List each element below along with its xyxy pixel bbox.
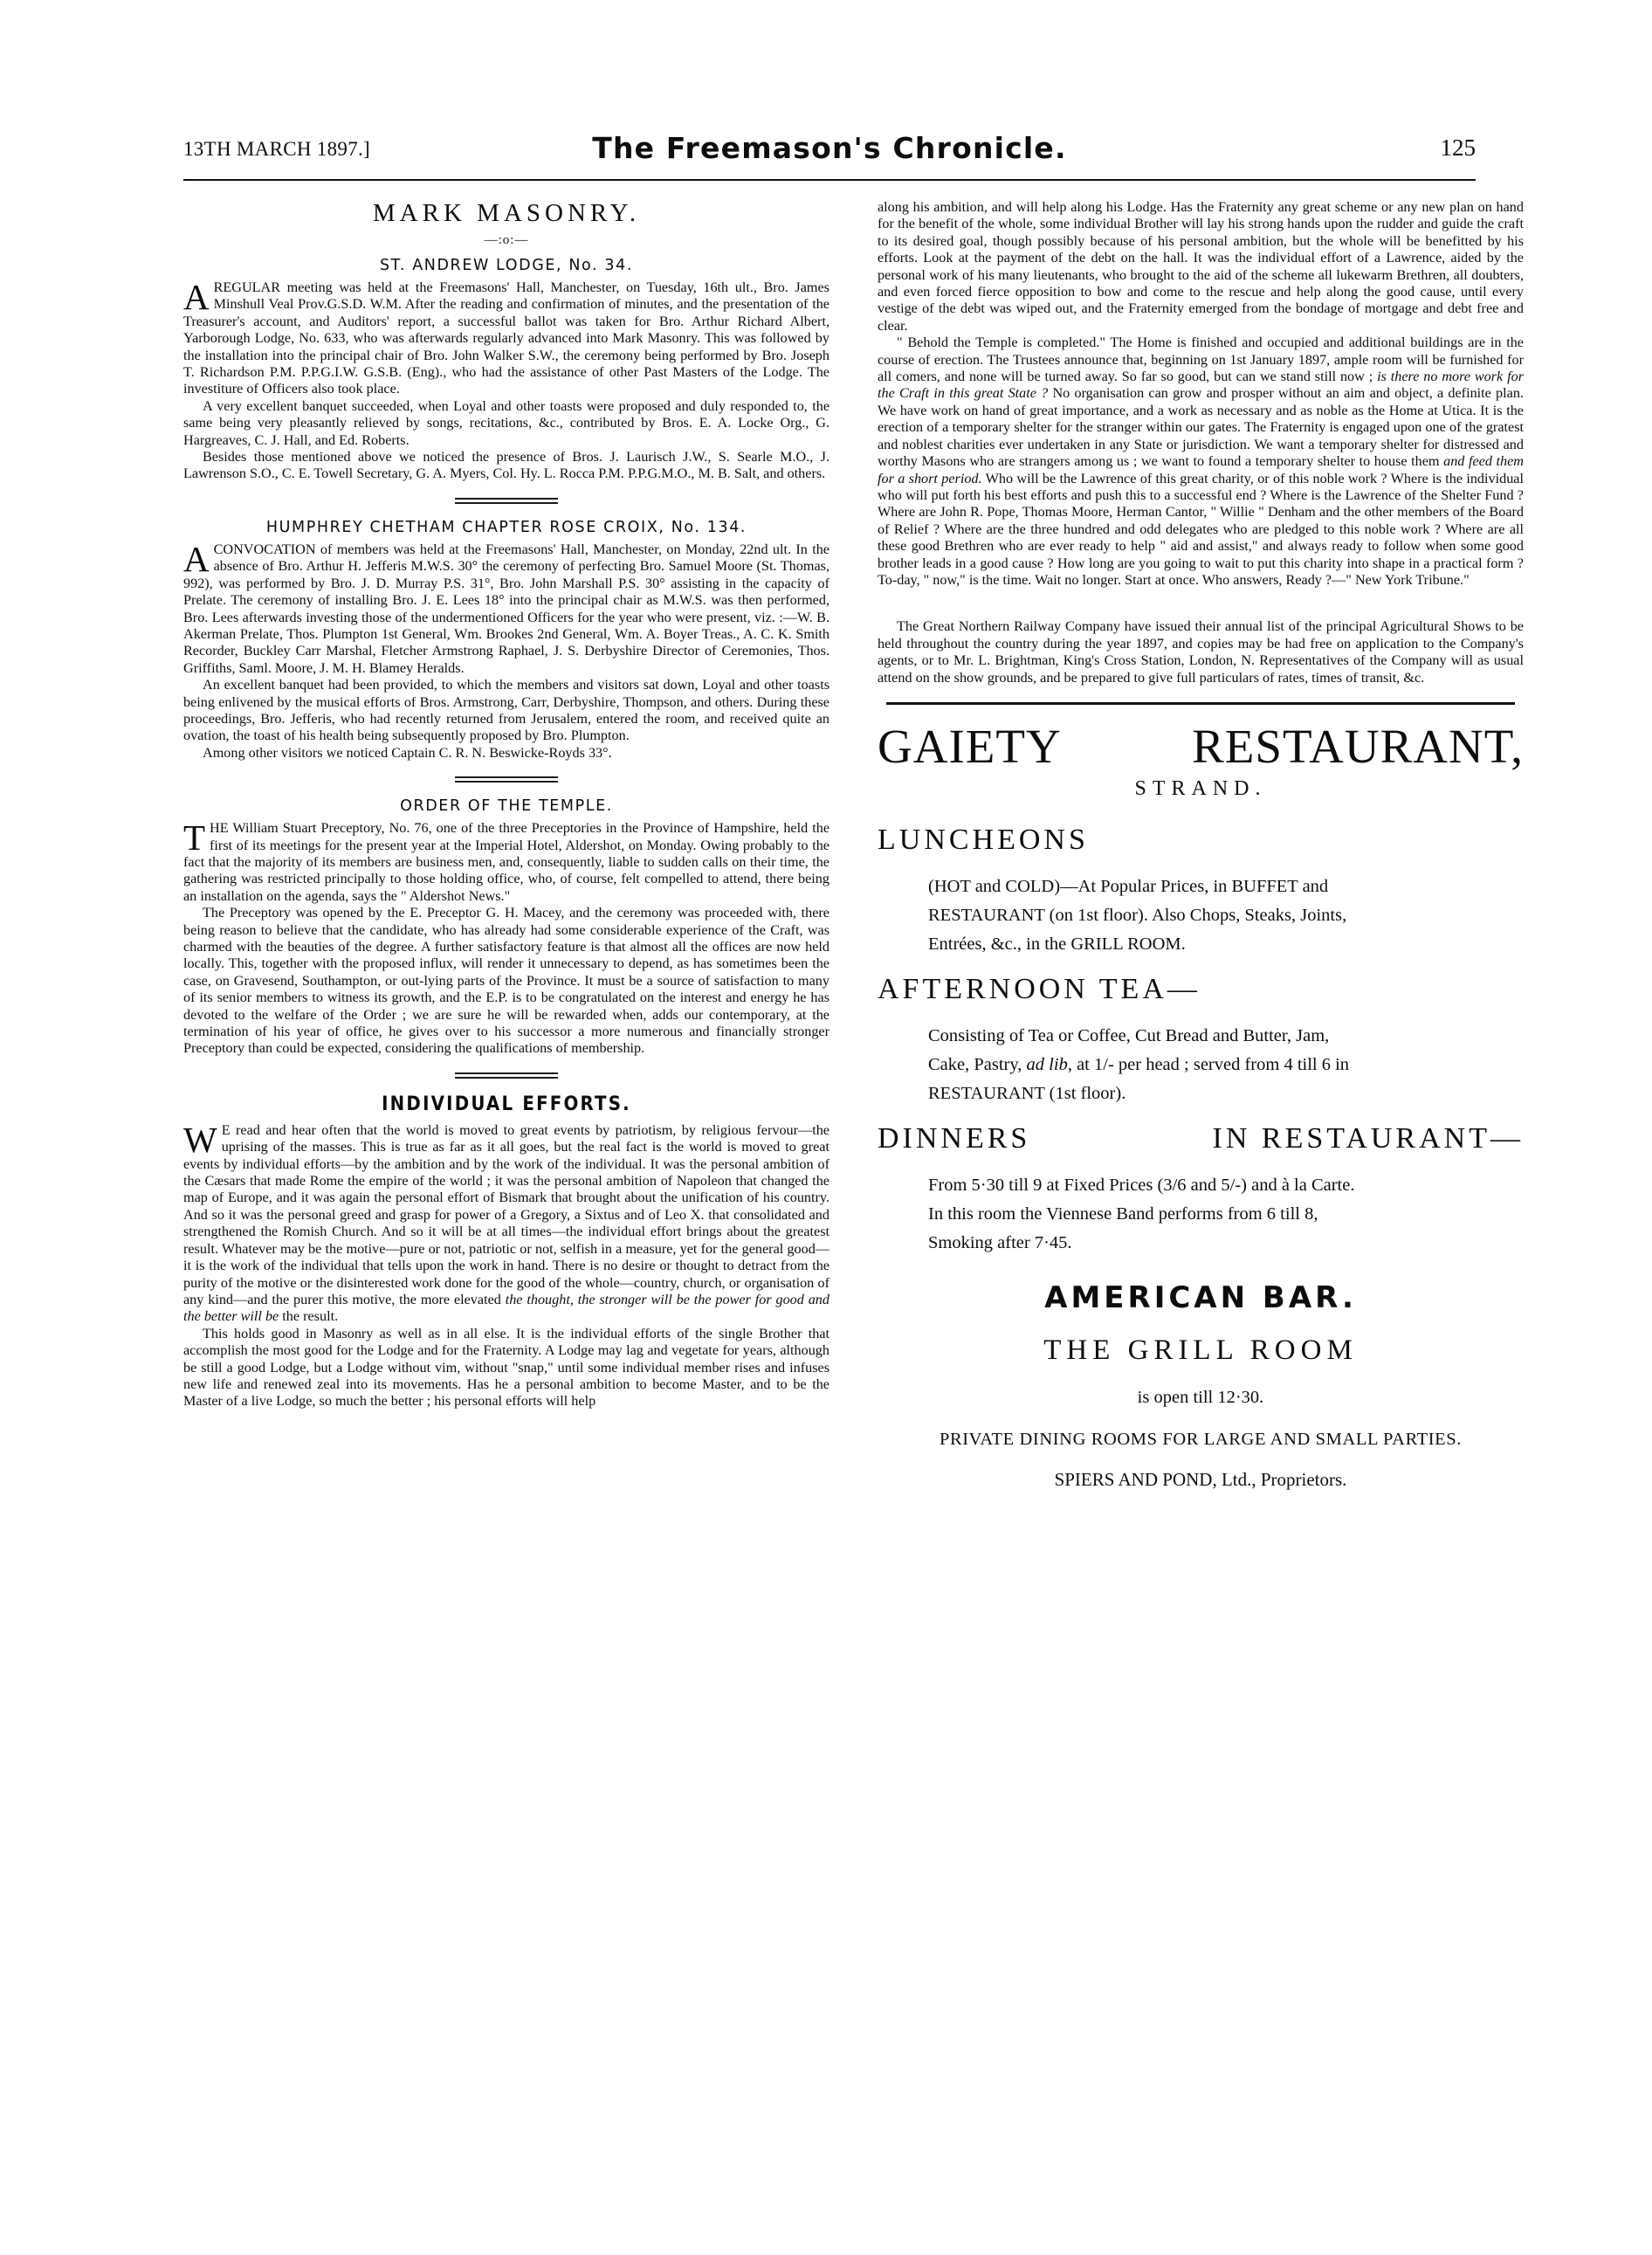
paragraph-with-dropcap [183,817,829,905]
advert-section-luncheons: LUNCHEONS [878,823,1089,856]
paragraph: CONVOCATION of members was held at the Freemasons' Hall, Manchester, on Monday, 22nd ult. In the absence of Bro. Arthur H. Jefferis M.W.S. 30° the ceremony of perfecting Bro. Samuel Moore (St. Thomas, 992), was performed by Bro. J. D. Murray P.S. 31°, Bro. John Marshall P.S. 30° assisting in the capacity of Prelate. The ceremony of installing Bro. J. E. Lees 18° into the principal chair as M.W.S. was then performed, Bro. Lees afterwards investing those of the undermentioned Officers for the year who were present, viz. :—W. B. Akerman Prelate, Thos. Plumpton 1st General, Wm. Brookes 2nd General, Wm. A. Boyer Treas., A. C. K. Smith Recorder, Buckley Carr Marshal, Fletcher Armstrong Raphael, J. S. Derbyshire Director of Ceremonies, Thos. Griffiths, Saml. Moore, J. M. H. Blamey Heralds. [183,541,829,676]
advert-line: In this room the Viennese Band performs from 6 till 8, [928,1203,1318,1224]
article-humphrey-chetham [183,519,829,762]
paragraph: This holds good in Masonry as well as in all else. It is the individual efforts of the single Brother that accomplish the most good for the Lodge and for the Fraternity. A Lodge may lag and vegetate for years, although be still a good Lodge, but a Lodge without vim, without "snap," until some individual member rises and infuses new life and renewed zeal into its movements. Has he a personal ambition to become Master, and to be the Master of a live Lodge, so much the better ; his personal efforts will help [183,1325,829,1410]
paragraph: An excellent banquet had been provided, to which the members and visitors sat down, Loyal and other toasts being enlivened by the musical efforts of Bros. Armstrong, Carr, Derbyshire, Thompson, and others. During these proceedings, Bro. Jefferis, who had recently returned from Jerusalem, entered the room, and received quite an ovation, the toast of his health being subsequently proposed by Bro. Plumpton. [183,677,829,744]
paragraph: Among other visitors we noticed Captain C. R. N. Beswicke-Royds 33°. [203,744,612,761]
page-number: 125 [1440,134,1476,161]
advert-brand-name: GAIETY [878,719,1062,773]
paragraph: HE William Stuart Preceptory, No. 76, one of the three Preceptories in the Province of Hampshire, held the first of its meetings for the present year at the Imperial Hotel, Aldershot, on Monday. Owing probably to the fact that the majority of its members are business men, and, consequently, liable to sudden calls on their time, the gathering was restricted principally to those holding office, who, of course, felt compelled to attend, there being an installation on the agenda, says the " Aldershot News." [183,820,829,904]
advert-section-afternoon-tea: AFTERNOON TEA— [878,972,1201,1005]
drop-cap: A [183,277,210,317]
section-divider [455,776,558,783]
advert-location: STRAND. [1134,776,1267,800]
drop-cap: W [183,1119,217,1160]
advert-line-italic: ad lib [1026,1054,1068,1074]
advert-line-text: , at 1/- per head ; served from 4 till 6 in [1067,1054,1350,1074]
section-divider [455,1072,558,1079]
advertisement-gaiety-restaurant[interactable] [878,719,1524,1491]
paragraph-with-dropcap [183,279,829,398]
advert-section-grill-room: THE GRILL ROOM [1043,1334,1358,1366]
advert-luncheons-body [878,872,1524,959]
paragraph-text: E read and hear often that the world is moved to great events by patriotism, by religious fervour—the uprising of the masses. This is true as far as it all goes, but the real fact is the world is moved to great events by individual efforts—by the ambition and by the work of the individual. It was the personal ambition of the Cæsars that made Rome the empire of the world ; it was the personal ambition of Napoleon that changed the map of Europe, and it was again the personal effort of Bismark that brought about the unification of his country. And so it was the personal greed and grasp for power of a Gregory, a Sixtus and of Leo X. that consolidated and strengthened the Romish Church. And so it will be at all times—the individual effort brings about the greatest result. Whatever may be the motive—pure or not, patriotic or not, selfish in a measure, yet for the general good—it is the work of the individual that tells upon the work in hand. There is no desire or thought to detract from the purity of the motive or the disinterested work done for the good of the whole—country, church, or organisation of any kind—and the purer this motive, the more elevated [183,1121,829,1307]
article-order-of-the-temple [183,797,829,1058]
paragraph-italic-text: and feed them for a short period. [878,453,1524,486]
advert-line: From 5·30 till 9 at Fixed Prices (3/6 and 5/-) and à la Carte. [928,1175,1355,1195]
masthead [183,131,1476,178]
paragraph-text: " Behold the Temple is completed." The Home is finished and occupied and additional buildings are in the course of erection. The Trustees announce that, beginning on 1st January 1897, ample room will be furnished for all comers, and none will be turned away. So far so good, but can we stand still now ; [878,334,1524,385]
paragraph-text: Who will be the Lawrence of this great charity, or of this noble work ? Where is the individual who will put forth his best efforts and push this to a successful end ? Where is the Lawrence of the Shelter Fund ? Where are John R. Pope, Thomas Moore, Herman Cantor, " Willie " Denham and the other members of the Board of Relief ? Where are the three hundred and odd delegates who are pledged to this noble work ? Where are all these good Brethren who are ever ready to help " aid and assist," and always ready to follow when some good brother leads in a good cause ? How long are you going to wait to put this charity into shape in a practical form ? To-day, " now," is the time. Wait no longer. Start at once. Who answers, Ready ?—" New York Tribune." [878,470,1524,588]
advert-private-rooms: PRIVATE DINING ROOMS FOR LARGE AND SMALL PARTIES. [939,1429,1463,1449]
paragraph-tail-text: the result. [279,1308,339,1325]
advert-line: RESTAURANT (1st floor). [928,1083,1126,1103]
advert-dinners-body [878,1171,1524,1258]
chapter-subheading: HUMPHREY CHETHAM CHAPTER ROSE CROIX, No. 134. [265,518,747,536]
left-column [183,199,829,1410]
advert-divider [886,702,1515,705]
paragraph-italic-text: is there no more work for the Craft in this great State ? [878,369,1524,402]
article-heading: MARK MASONRY. [372,199,641,227]
masthead-rule [183,179,1476,181]
paragraph: The Preceptory was opened by the E. Preceptor G. H. Macey, and the ceremony was proceeded with, there being reason to believe that the candidate, who has already had some considerable experience of the Craft, was charmed with the beauties of the degree. A further satisfactory feature is that almost all the offices are now held locally. This, together with the proposed influx, will render it unnecessary to depend, as has sometimes been the case, on Gravesend, Southampton, or out-lying parts of the Province. It must be a source of satisfaction to many of its senior members to witness its growth, and the E.P. is to be congratulated on the interest and energy he has devoted to the welfare of the Order ; we are sure he will be rewarded when, adds our contemporary, at the termination of his year of office, he gives over to his successor a more numerous and financially stronger Preceptory than could be expected, considering the qualifications of membership. [183,905,829,1057]
article-mark-masonry [183,199,829,483]
advert-line: (HOT and COLD)—At Popular Prices, in BUFFET and [928,876,1329,896]
advert-proprietors: SPIERS AND POND, Ltd., Proprietors. [1054,1468,1347,1490]
section-divider [455,498,558,504]
article-heading: ORDER OF THE TEMPLE. [400,797,613,816]
paragraph: along his ambition, and will help along his Lodge. Has the Fraternity any great scheme or any new plan on hand for the benefit of the whole, some individual Brother will lay his strong hands upon the rudder and guide the craft to its desired goal, though possibly because of his personal ambition, but the whole will be benefitted by his efforts. Look at the payment of the debt on the hall. It was the individual effort of a Lawrence, aided by the personal work of his many lieutenants, who brought to the aid of the scheme all lukewarm Brethren, all doubters, and even forced fierce opposition to bow and come to the rescue and help along the good cause, until every vestige of the debt was wiped out, and the Fraternity emerged from the bondage of mortgage and debt free and clear. [878,199,1524,334]
right-column [878,199,1524,1491]
paragraph [878,334,1524,589]
advert-title [878,719,1524,774]
advert-line: Entrées, &c., in the GRILL ROOM. [928,934,1186,954]
paragraph-italic-text: the thought, the stronger will be the power for good and the better will be [183,1291,829,1325]
notice-great-northern-railway [878,618,1524,686]
issue-date: 13TH MARCH 1897.] [183,138,371,160]
advert-line: RESTAURANT (on 1st floor). Also Chops, Steaks, Joints, [928,905,1347,925]
lodge-subheading: ST. ANDREW LODGE, No. 34. [379,257,634,274]
drop-cap: T [183,817,206,859]
paragraph-text: No organisation can grow and prosper without an aim and object, a definite plan. We have work on hand of great importance, and a work as necessary and as noble as the Home at Utica. It is the erection of a temporary shelter for the stranger within our gates. The Fraternity is engaged upon one of the gratest and noblest charities ever undertaken in any State or jurisdiction. We want a temporary shelter for distressed and worthy Masons who are strangers among us ; we want to found a temporary shelter to house them [878,385,1524,470]
heading-ornament: —:o:— [484,233,529,247]
advert-brand-type: RESTAURANT, [1192,719,1524,773]
advert-dinners-label: DINNERS [878,1121,1031,1155]
paragraph: Besides those mentioned above we noticed the presence of Bros. J. Laurisch J.W., S. Searle M.O., J. Lawrenson S.O., C. E. Towell Secretary, G. A. Myers, Col. Hy. L. Rocca P.M. P.P.G.M.O., M. B. Salt, and others. [183,449,829,482]
advert-line [928,1051,1524,1079]
spacer [878,589,1524,618]
advert-line: Smoking after 7·45. [928,1232,1072,1252]
publication-title: The Freemason's Chronicle. [592,131,1067,165]
advert-line: Consisting of Tea or Coffee, Cut Bread and Butter, Jam, [928,1025,1330,1045]
advert-dinners-location: IN RESTAURANT— [1212,1121,1524,1155]
article-individual-efforts [183,1093,829,1410]
article-individual-efforts-continued [878,199,1524,589]
advert-grill-hours: is open till 12·30. [1137,1387,1264,1407]
drop-cap: A [183,538,210,579]
paragraph: The Great Northern Railway Company have issued their annual list of the principal Agricultural Shows to be held throughout the country during the year 1897, and copies may be had free on application to the Company's agents, or to Mr. L. Brightman, King's Cross Station, London, N. Representatives of the Company will as usual attend on the show grounds, and be prepared to give full particulars of rates, times of transit, &c. [878,618,1524,686]
advert-tea-body [878,1022,1524,1108]
advert-section-american-bar: AMERICAN BAR. [1044,1279,1357,1315]
paragraph-with-dropcap [183,538,829,677]
paragraph [183,1119,829,1326]
paragraph: A very excellent banquet succeeded, when Loyal and other toasts were proposed and duly responded to, the same being very pleasantly relieved by songs, recitations, &c., contributed by Bros. E. A. Locke Org., G. Hargreaves, C. J. Hall, and Ed. Roberts. [183,397,829,448]
paragraph: REGULAR meeting was held at the Freemasons' Hall, Manchester, on Tuesday, 16th ult., Bro. James Minshull Veal Prov.G.S.D. W.M. After the reading and confirmation of minutes, and the presentation of the Treasurer's account, and Auditors' report, a successful ballot was taken for Bro. Arthur Richard Albert, Yarborough Lodge, No. 633, who was afterwards regularly advanced into Mark Masonry. This was followed by the installation into the principal chair of Bro. John Walker S.W., the ceremony being performed by Bro. Joseph T. Richardson P.M. P.P.G.I.W. G.S.B. (Eng)., who had the assistance of other Past Masters of the Lodge. The investiture of Officers also took place. [183,279,829,397]
article-heading: INDIVIDUAL EFFORTS. [382,1093,631,1115]
advert-line-text: Cake, Pastry, [928,1054,1027,1074]
advert-section-dinners [878,1122,1524,1155]
paragraph-with-dropcap [183,1119,829,1326]
